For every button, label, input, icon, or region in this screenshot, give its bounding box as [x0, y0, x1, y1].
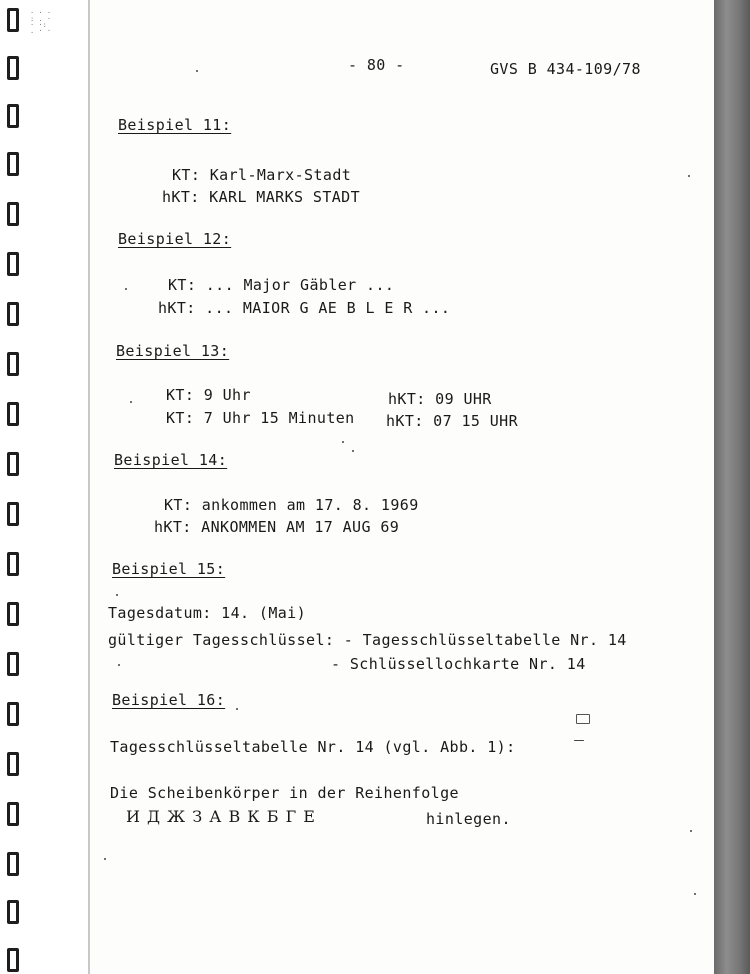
scan-speck: [130, 401, 132, 403]
section-heading: Beispiel 12:: [118, 230, 232, 248]
punch-hole-icon: [7, 552, 19, 576]
scan-speck: [116, 594, 118, 596]
punch-hole-icon: [7, 900, 19, 924]
key-line: gültiger Tagesschlüssel: - Tagesschlüsseltabelle Nr. 14: [108, 631, 627, 649]
table-reference-line: Tagesschlüsseltabelle Nr. 14 (vgl. Abb. 1):: [110, 738, 516, 756]
instruction-line: Die Scheibenkörper in der Reihenfolge: [110, 784, 459, 802]
punch-hole-icon: [7, 104, 19, 128]
scan-speck: [574, 740, 584, 741]
punch-hole-icon: [7, 452, 19, 476]
scan-speck: [196, 70, 198, 72]
hkt-line: hKT: ... MAIOR G AE B L E R ...: [158, 299, 451, 317]
scan-speck: [694, 893, 696, 895]
scan-speck: [104, 858, 106, 860]
document-reference: GVS B 434-109/78: [490, 60, 641, 78]
punch-hole-icon: [7, 8, 19, 32]
margin-marks: · · · : . · · ·: . · ·: [30, 9, 52, 35]
page-number: - 80 -: [348, 56, 405, 74]
scan-speck: [576, 714, 590, 724]
punch-hole-icon: [7, 948, 19, 972]
punch-hole-icon: [7, 702, 19, 726]
punch-hole-icon: [7, 652, 19, 676]
punch-hole-icon: [7, 352, 19, 376]
punch-hole-icon: [7, 752, 19, 776]
punch-hole-icon: [7, 502, 19, 526]
punch-hole-icon: [7, 252, 19, 276]
kt-line: KT: 9 Uhr: [166, 386, 251, 404]
punch-hole-icon: [7, 202, 19, 226]
punch-hole-icon: [7, 402, 19, 426]
kt-line: KT: ankommen am 17. 8. 1969: [164, 496, 419, 514]
date-line: Tagesdatum: 14. (Mai): [108, 604, 307, 622]
hkt-line: hKT: KARL MARKS STADT: [162, 188, 361, 206]
margin-rule: [88, 0, 90, 974]
scan-speck: [688, 175, 690, 177]
section-heading: Beispiel 11:: [118, 116, 232, 134]
punch-hole-icon: [7, 852, 19, 876]
section-heading: Beispiel 14:: [114, 451, 228, 469]
cyrillic-sequence: И Д Ж З А В К Б Г Е: [126, 807, 316, 826]
scan-speck: [690, 830, 692, 832]
scan-speck: [125, 288, 127, 290]
punch-hole-icon: [7, 152, 19, 176]
binder-spine: [714, 0, 750, 974]
kt-line: KT: ... Major Gäbler ...: [168, 276, 395, 294]
scan-speck: [118, 664, 120, 666]
scan-speck: [352, 450, 354, 452]
hkt-line: hKT: 09 UHR: [388, 390, 492, 408]
scan-speck: [236, 708, 238, 710]
punch-hole-icon: [7, 802, 19, 826]
punch-hole-icon: [7, 602, 19, 626]
kt-line: KT: Karl-Marx-Stadt: [172, 166, 352, 184]
hkt-line: hKT: ANKOMMEN AM 17 AUG 69: [154, 518, 400, 536]
binding-margin: [0, 0, 88, 974]
kt-line: KT: 7 Uhr 15 Minuten: [166, 409, 355, 427]
punch-hole-icon: [7, 302, 19, 326]
section-heading: Beispiel 13:: [116, 342, 230, 360]
section-heading: Beispiel 15:: [112, 560, 226, 578]
scan-speck: [342, 441, 344, 443]
key-line: - Schlüssellochkarte Nr. 14: [331, 655, 586, 673]
section-heading: Beispiel 16:: [112, 691, 226, 709]
instruction-line: hinlegen.: [426, 810, 511, 828]
hkt-line: hKT: 07 15 UHR: [386, 412, 519, 430]
punch-hole-icon: [7, 56, 19, 80]
